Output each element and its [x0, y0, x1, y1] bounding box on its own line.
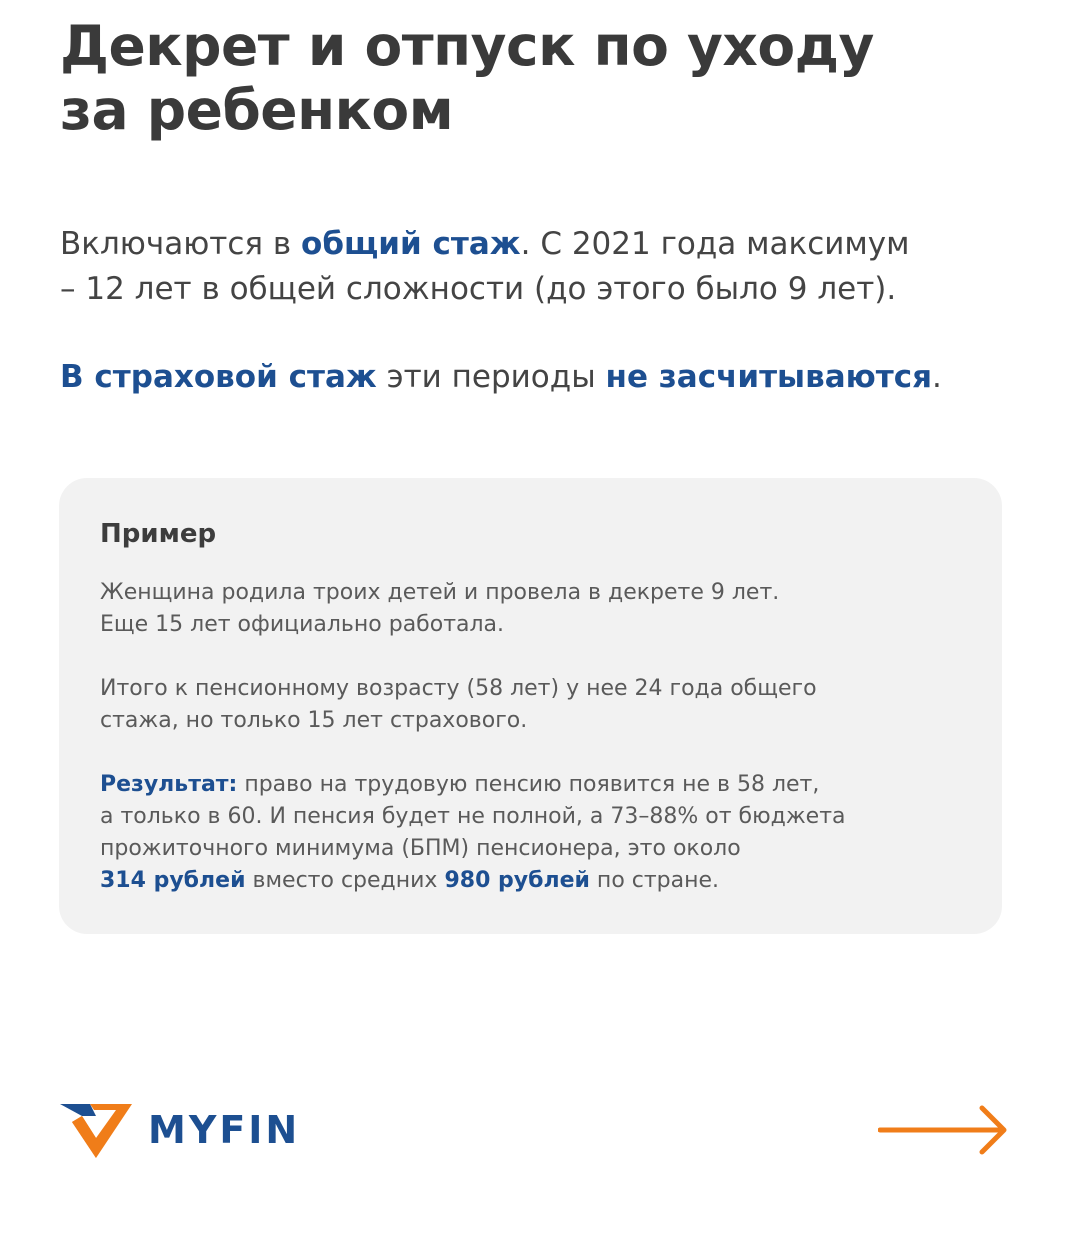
- page-title: [60, 14, 1040, 142]
- amount-314-rubles: 314 рублей: [100, 868, 246, 893]
- example-paragraph-1: [100, 577, 960, 641]
- myfin-logo: [60, 1102, 300, 1158]
- result-tail-text: по стране.: [589, 868, 720, 893]
- example-p1-line-1: Женщина родила троих детей и провела в декрете 9 лет.: [100, 580, 780, 605]
- insurance-end-punctuation: .: [932, 359, 942, 395]
- example-result-paragraph: [100, 769, 960, 897]
- page-title-line-2: за ребенком: [60, 78, 454, 142]
- example-card: [59, 478, 1002, 934]
- example-p3-line-2: а только в 60. И пенсия будет не полной, а 73–88% от бюджета: [100, 804, 846, 829]
- lead-prefix: Включаются в: [60, 226, 302, 262]
- example-p3-line-4: [100, 865, 960, 897]
- example-heading: Пример: [100, 519, 217, 549]
- example-p2-line-2: стажа, но только 15 лет страхового.: [100, 708, 528, 733]
- lead-highlight-general-experience: общий стаж: [301, 226, 521, 262]
- example-p3-line-3: прожиточного минимума (БПМ) пенсионера, это около: [100, 836, 741, 861]
- example-p2-line-1: Итого к пенсионному возрасту (58 лет) у нее 24 года общего: [100, 676, 817, 701]
- lead-suffix: . С 2021 года максимум: [520, 226, 910, 262]
- next-arrow-button[interactable]: [878, 1100, 1010, 1160]
- lead-line-1: [60, 222, 1040, 267]
- insurance-highlight-not-counted: не засчитываются: [605, 359, 933, 395]
- result-text-line-1: право на трудовую пенсию появится не в 58 лет,: [237, 772, 820, 797]
- result-label: Результат:: [100, 772, 238, 797]
- page-title-line-1: Декрет и отпуск по уходу: [60, 14, 874, 78]
- myfin-logo-text: MYFIN: [148, 1108, 301, 1152]
- example-paragraph-2: [100, 673, 960, 737]
- insurance-note: [60, 355, 1040, 400]
- lead-paragraph: [60, 222, 1040, 312]
- amount-980-rubles: 980 рублей: [444, 868, 590, 893]
- insurance-middle-text: эти периоды: [376, 359, 606, 395]
- arrow-right-icon: [878, 1145, 1010, 1164]
- insurance-highlight-insurance-experience: В страховой стаж: [60, 359, 377, 395]
- result-between-text: вместо средних: [245, 868, 445, 893]
- lead-line-2: – 12 лет в общей сложности (до этого было 9 лет).: [60, 271, 897, 307]
- example-p3-line-1: [100, 769, 960, 801]
- myfin-logo-icon: [60, 1102, 132, 1158]
- example-p1-line-2: Еще 15 лет официально работала.: [100, 612, 505, 637]
